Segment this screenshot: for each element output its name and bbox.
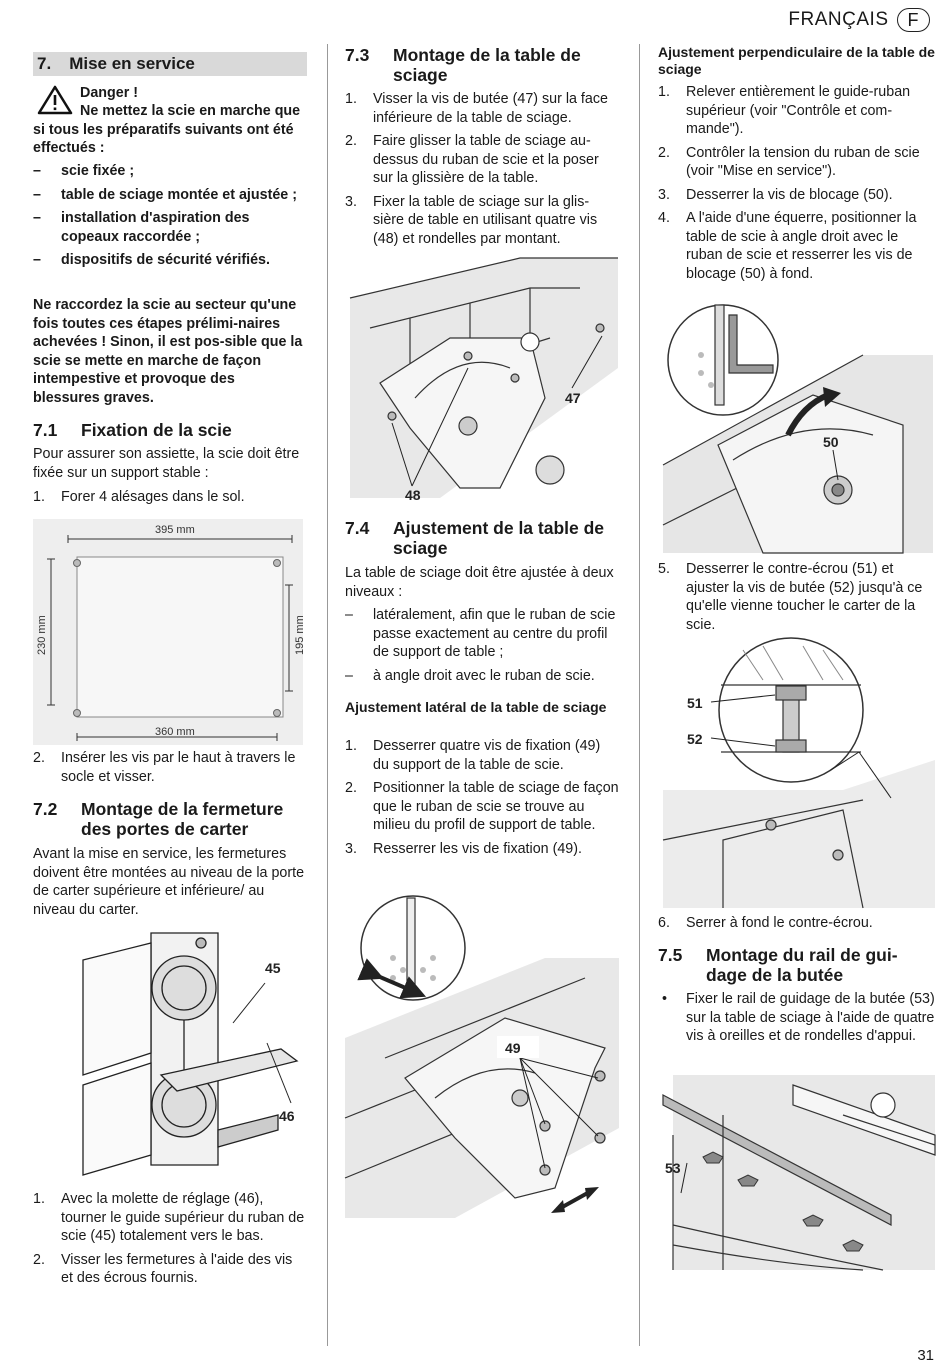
list-item: 5. Desserrer le contre-écrou (51) et ajuster la vis de butée (52) jusqu'à ce qu'elle vienne toucher le carter de la scie. xyxy=(658,561,923,633)
chapter-heading xyxy=(33,52,307,76)
section-heading-7-3: 7.3 Montage de la table de sciage xyxy=(345,45,581,85)
list-item: 2. Contrôler la tension du ruban de scie (voir "Mise en service"). xyxy=(658,144,920,179)
step-list xyxy=(33,488,303,512)
chapter-title: Mise en service xyxy=(69,54,195,73)
list-item: – table de sciage montée et ajustée ; xyxy=(33,186,297,203)
section-heading-7-2: 7.2 Montage de la fermeture des portes de carter xyxy=(33,799,284,839)
section-intro: La table de sciage doit être ajustée à deux niveaux : xyxy=(345,565,614,600)
list-item: 1. Avec la molette de réglage (46), tourner le guide supérieur du ruban de scie (45) totalement vers le bas. xyxy=(33,1191,305,1244)
list-item: 1. Forer 4 alésages dans le sol. xyxy=(33,489,245,505)
step-list xyxy=(658,914,935,938)
dimension-bottom: 360 mm xyxy=(155,726,195,738)
column-divider xyxy=(639,44,640,1346)
language-badge: F xyxy=(897,8,931,32)
list-item: 1. Visser la vis de butée (47) sur la face inférieure de la table de sciage. xyxy=(345,91,608,126)
dimension-left: 230 mm xyxy=(36,615,48,655)
language-label: FRANÇAIS xyxy=(788,9,889,30)
band-saw-figure xyxy=(33,925,305,1185)
locknut-figure xyxy=(663,640,935,908)
guide-rail-figure xyxy=(663,1075,935,1270)
square-adjust-figure xyxy=(663,295,933,553)
table-mounting-figure xyxy=(350,258,620,506)
step-list xyxy=(33,749,305,791)
callout-46: 46 xyxy=(279,1108,295,1124)
list-item: – scie fixée ; xyxy=(33,163,135,179)
step-list xyxy=(345,737,619,863)
chapter-number: 7. xyxy=(37,54,52,73)
subsection-title: Ajustement perpendiculaire de la table de sciage xyxy=(658,44,935,77)
danger-title: Danger ! xyxy=(80,85,138,101)
adjust-levels-list xyxy=(345,606,619,690)
list-item: 1. Desserrer quatre vis de fixation (49) du support de la table de scie. xyxy=(345,738,601,773)
list-item: 2. Faire glisser la table de sciage au-dessus du ruban de scie et la poser sur la glissière de la table. xyxy=(345,133,599,186)
section-heading-7-1: 7.1 Fixation de la scie xyxy=(33,420,232,440)
list-item: – latéralement, afin que le ruban de scie passe exactement au centre du profil de support de table ; xyxy=(345,607,616,660)
callout-50: 50 xyxy=(823,434,839,450)
list-item: 2. Positionner la table de sciage de façon que le ruban de scie se trouve au milieu du profil de support de table. xyxy=(345,780,619,833)
callout-45: 45 xyxy=(265,960,281,976)
section-heading-7-5: 7.5 Montage du rail de gui-dage de la butée xyxy=(658,945,898,985)
lateral-adjust-figure xyxy=(345,888,619,1218)
language-header xyxy=(788,8,930,32)
callout-48: 48 xyxy=(405,487,421,503)
drilling-plan-figure xyxy=(33,515,306,745)
list-item: 6. Serrer à fond le contre-écrou. xyxy=(658,915,873,931)
danger-tail: Ne raccordez la scie au secteur qu'une fois toutes ces étapes prélimi-naires achevées ! Sinon, il est pos-sible que la scie se mette en marche de façon intempestive et provoque des blessures graves. xyxy=(33,297,303,406)
step-list xyxy=(658,560,935,639)
step-list xyxy=(345,90,619,253)
section-heading-7-4: 7.4 Ajustement de la table de sciage xyxy=(345,518,605,558)
callout-47: 47 xyxy=(565,390,581,406)
list-item: – dispositifs de sécurité vérifiés. xyxy=(33,252,270,268)
list-item: 2. Insérer les vis par le haut à travers le socle et visser. xyxy=(33,750,296,785)
dimension-right: 195 mm xyxy=(294,615,306,655)
column-divider xyxy=(327,44,328,1346)
callout-52: 52 xyxy=(687,731,703,747)
section-intro: Pour assurer son assiette, la scie doit être fixée sur un support stable : xyxy=(33,446,300,481)
list-item: 4. A l'aide d'une équerre, positionner la table de scie à angle droit avec le ruban de scie et resserrer les vis de blocage (50) à fond. xyxy=(658,210,917,282)
step-list xyxy=(33,1190,305,1293)
section-intro: Avant la mise en service, les fermetures doivent être montées au niveau de la porte de carter supérieure et inférieure/ au niveau du carter. xyxy=(33,846,305,918)
danger-lead: Ne mettez la scie en marche que si tous les préparatifs suivants ont été effectués : xyxy=(33,103,301,156)
callout-53: 53 xyxy=(665,1160,681,1176)
bullet-list xyxy=(658,990,935,1051)
danger-list xyxy=(33,162,301,275)
callout-49: 49 xyxy=(505,1040,521,1056)
step-list xyxy=(658,83,935,288)
list-item: 3. Resserrer les vis de fixation (49). xyxy=(345,840,582,857)
list-item: • Fixer le rail de guidage de la butée (53) sur la table de sciage à l'aide de quatre vis à oreilles et de rondelles d'appui. xyxy=(662,991,935,1044)
list-item: 3. Desserrer la vis de blocage (50). xyxy=(658,186,893,203)
callout-51: 51 xyxy=(687,695,703,711)
page-number: 31 xyxy=(917,1347,934,1364)
list-item: 1. Relever entièrement le guide-ruban supérieur (voir "Contrôle et com-mande"). xyxy=(658,84,911,137)
dimension-top: 395 mm xyxy=(155,524,195,536)
subsection-title: Ajustement latéral de la table de sciage xyxy=(345,699,607,715)
list-item: 2. Visser les fermetures à l'aide des vis et des écrous fournis. xyxy=(33,1251,293,1286)
list-item: 3. Fixer la table de sciage sur la glis-sière de table en utilisant quatre vis (48) et rondelles par montant. xyxy=(345,193,598,247)
list-item: – à angle droit avec le ruban de scie. xyxy=(345,667,595,684)
list-item: – installation d'aspiration des copeaux raccordée ; xyxy=(33,210,250,245)
